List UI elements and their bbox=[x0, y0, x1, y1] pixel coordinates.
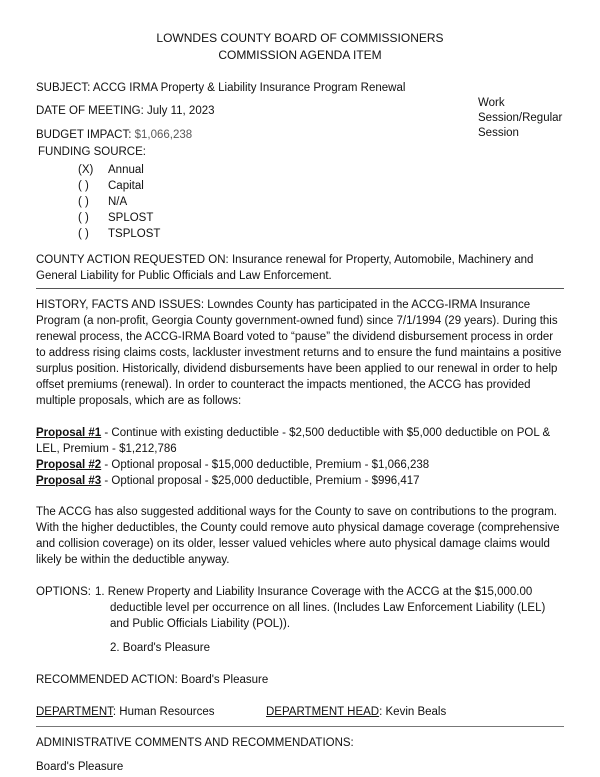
savings-paragraph: The ACCG has also suggested additional ways for the County to save on contributions to the program. With the higher deductibles, the County could remove auto physical damage coverage (comprehensive and collision coverage) on its older, lesser valued vehicles where auto physical damage claims would likely be within the deductible anyway. bbox=[36, 506, 560, 566]
budget-impact-label: BUDGET IMPACT: bbox=[36, 129, 135, 141]
option-1: 1. Renew Property and Liability Insurance Coverage with the ACCG at the $15,000.00 deductible level per occurrence on all lines. (Includes Law Enforcement Liability (LEL) and Public Officials Liability (POL)). bbox=[95, 586, 546, 630]
checkbox-mark: ( ) bbox=[78, 196, 89, 208]
proposals-block bbox=[36, 425, 564, 489]
checkbox-mark: ( ) bbox=[78, 212, 89, 224]
document-title-line2: COMMISSION AGENDA ITEM bbox=[218, 48, 382, 62]
admin-comments-value: Board's Pleasure bbox=[36, 761, 124, 773]
funding-option-label: Capital bbox=[108, 180, 144, 192]
proposal-1 bbox=[36, 425, 564, 457]
options-section bbox=[36, 584, 564, 656]
proposal-1-text: - Continue with existing deductible - $2,500 deductible with $5,000 deductible on POL & LEL, Premium - $1,212,786 bbox=[36, 427, 551, 455]
department-field bbox=[36, 704, 266, 720]
department-line bbox=[36, 704, 564, 720]
funding-option-na bbox=[78, 194, 564, 210]
funding-option-annual bbox=[78, 162, 564, 178]
recommended-action-line: RECOMMENDED ACTION: Board's Pleasure bbox=[36, 674, 269, 686]
county-action-requested: COUNTY ACTION REQUESTED ON: Insurance renewal for Property, Automobile, Machinery and General Liability for Public Officials and Law Enforcement. bbox=[36, 254, 534, 282]
proposal-2-label: Proposal #2 bbox=[36, 459, 102, 471]
session-note: Work Session/Regular Session bbox=[478, 97, 563, 139]
department-value: : Human Resources bbox=[112, 706, 215, 718]
funding-option-tsplost bbox=[78, 226, 564, 242]
funding-option-label: SPLOST bbox=[108, 212, 154, 224]
history-facts-issues: HISTORY, FACTS AND ISSUES: Lowndes County has participated in the ACCG-IRMA Insurance Program (a non-profit, Georgia County government-owned fund) since 7/1/1994 (29 years). During this renewal process, the ACCG-IRMA Board voted to “pause” the dividend disbursement process in order to address rising claims costs, lackluster investment returns and to ensure the fund maintains a positive surplus position. Historically, dividend disbursements have been applied to our renewal in order to help offset premiums (renewal). In order to counteract the impacts mentioned, the ACCG has provided multiple proposals, which are as follows: bbox=[36, 299, 562, 407]
funding-option-label: TSPLOST bbox=[108, 228, 161, 240]
funding-option-splost bbox=[78, 210, 564, 226]
department-head-value: : Kevin Beals bbox=[379, 706, 447, 718]
admin-comments-label: ADMINISTRATIVE COMMENTS AND RECOMMENDATIONS: bbox=[36, 737, 354, 749]
subject-line: SUBJECT: ACCG IRMA Property & Liability Insurance Program Renewal bbox=[36, 82, 406, 94]
date-of-meeting-line: DATE OF MEETING: July 11, 2023 bbox=[36, 105, 215, 117]
proposal-3-text: - Optional proposal - $25,000 deductible, Premium - $996,417 bbox=[101, 475, 420, 487]
document-title bbox=[36, 30, 564, 64]
document-title-line1: LOWNDES COUNTY BOARD OF COMMISSIONERS bbox=[156, 31, 444, 45]
proposal-2-text: - Optional proposal - $15,000 deductible, Premium - $1,066,238 bbox=[101, 459, 430, 471]
proposal-3 bbox=[36, 473, 564, 489]
department-label: DEPARTMENT bbox=[36, 706, 113, 718]
options-list bbox=[95, 584, 564, 656]
option-2: 2. Board's Pleasure bbox=[110, 642, 211, 654]
proposal-2 bbox=[36, 457, 564, 473]
checkbox-mark: ( ) bbox=[78, 228, 89, 240]
funding-option-label: N/A bbox=[108, 196, 128, 208]
funding-option-label: Annual bbox=[108, 164, 144, 176]
footer-divider bbox=[36, 726, 564, 727]
options-label: OPTIONS: bbox=[36, 586, 91, 598]
budget-impact-value: $1,066,238 bbox=[134, 129, 193, 141]
proposal-3-label: Proposal #3 bbox=[36, 475, 102, 487]
proposal-1-label: Proposal #1 bbox=[36, 427, 102, 439]
funding-option-capital bbox=[78, 178, 564, 194]
funding-source-list bbox=[78, 162, 564, 242]
department-head-field bbox=[266, 706, 446, 718]
checkbox-mark: ( ) bbox=[78, 180, 89, 192]
checkbox-mark: (X) bbox=[78, 164, 94, 176]
section-divider bbox=[36, 288, 564, 289]
department-head-label: DEPARTMENT HEAD bbox=[266, 706, 380, 718]
funding-source-label: FUNDING SOURCE: bbox=[38, 146, 146, 158]
